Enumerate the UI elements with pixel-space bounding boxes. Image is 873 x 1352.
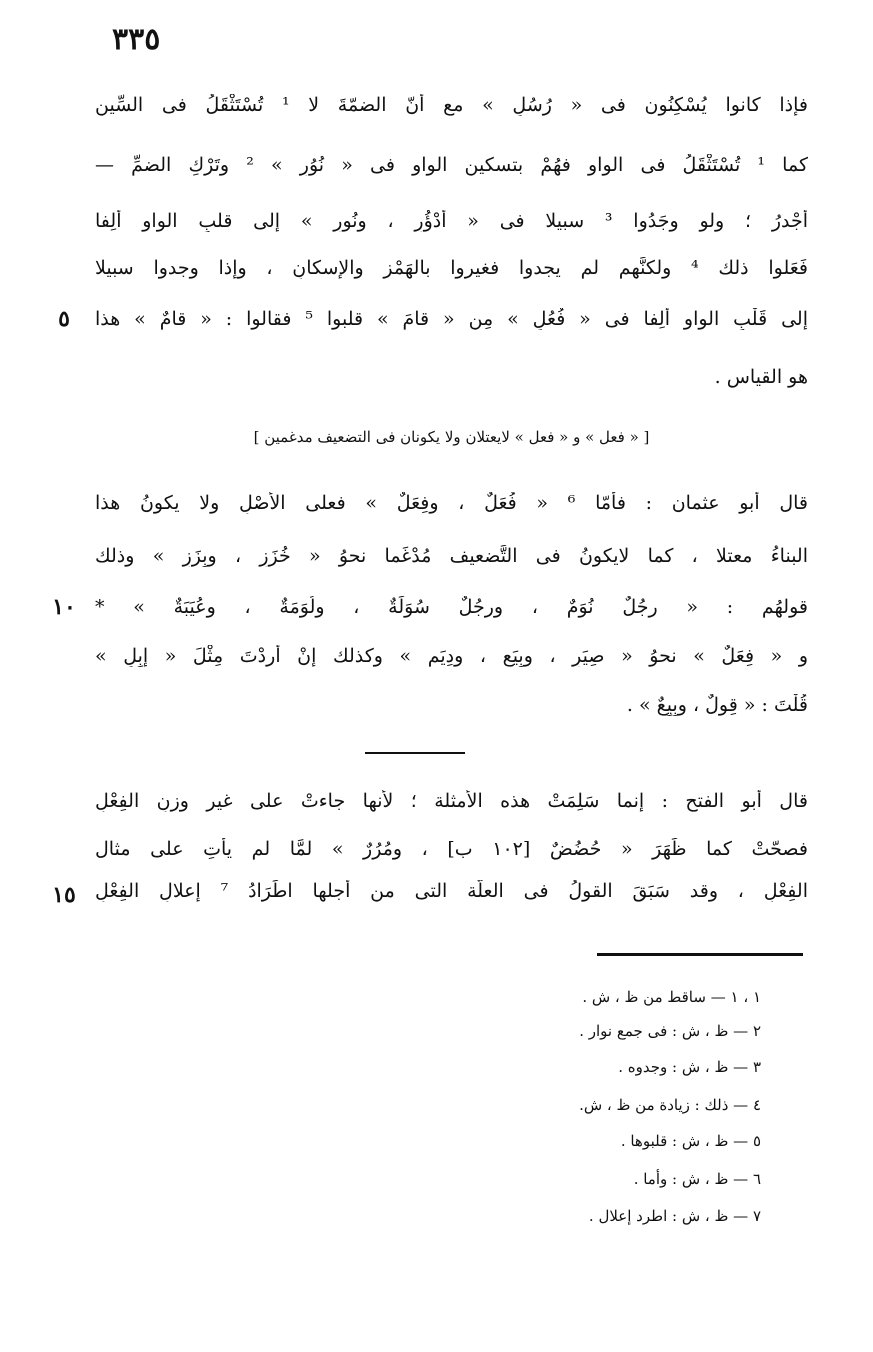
text-line: أجْدرُ ؛ ولو وجَدُوا ³ سبيلا فى « أدْؤُرٍ ، ونُورٍ » إلى قلبِ الواو ألِفا	[95, 210, 808, 232]
text-line: البناءُ معتلا ، كما لايكونُ فى التَّضعيف مُدْغَما نحوُ « خُزَزٍ ، وبِزَزٍ » وذلك	[95, 545, 808, 567]
footnote-item: ٧ — ظ ، ش : اطرد إعلال .	[588, 1207, 761, 1225]
text-line: كما ¹ تُسْتَثْقَلُ فى الواو فهُمْ بتسكينِ الواوِ فى « نُوُرٍ » ² وتَرْكِ الضمِّ —	[95, 154, 808, 176]
line-number-5: ٥	[58, 306, 70, 332]
text-line: قولهُم : « رجُلٌ نُوَمٌ ، ورجُلٌ سُوَلَةٌ ، ولُوَمَةٌ ، وعُيَبَةٌ » *	[95, 596, 808, 618]
text-line: فَعَلوا ذلك ⁴ ولكنَّهم لم يجدوا فغيروا بالهَمْزِ والإسكانِ ، وإذا وجدوا سبيلا	[95, 257, 808, 279]
text-line: الفِعْلِ ، وقد سَبَقَ القولُ فى العلّة التى من أجلها اطِّرَادُ ⁷ إعلالِ الفِعْلِ	[95, 880, 808, 902]
footnote-item: ٤ — ذلك : زيادة من ظ ، ش.	[579, 1096, 761, 1114]
text-line: قال أبو عثمان : فأمّا ⁶ « فُعَلٌ ، وفِعَلٌ » فعلى الأصْلِ ولا يكونُ هذا	[95, 492, 808, 514]
section-separator	[365, 752, 465, 754]
text-line: فإذا كانوا يُسْكِنُون فى « رُسُلٍ » مع أنّ الضمّةَ لا ¹ تُسْتَثْقَلُ فى السِّين	[95, 94, 808, 116]
text-line: و « فِعَلٌ » نحوُ « صِيَرٍ ، وبِيَعٍ ، ودِيَمٍ » وكذلك إنْ أردْتَ مِثْلَ « إبِلٍ »	[95, 645, 808, 667]
footnote-item: ١ ، ١ — ساقط من ظ ، ش .	[582, 988, 761, 1006]
text-line: قُلْتَ : « قِوِلٌ ، وبِيِعٌ » .	[626, 694, 808, 716]
footnote-item: ٣ — ظ ، ش : وجدوه .	[618, 1058, 761, 1076]
section-heading: [ « فعل » و « فعل » لايعتلان ولا يكونان فى التضعيف مدغمين ]	[253, 428, 650, 446]
footnote-item: ٦ — ظ ، ش : وأما .	[633, 1170, 761, 1188]
text-line: فصحّتْ كما ظَهَرَ « حُضُضٌ [١٠٢ ب] ، ومُرُرٌ » لمَّا لم يأتِ على مثال	[95, 838, 808, 860]
text-line: قال أبو الفتح : إنما سَلِمَتْ هذه الأمثلة ؛ لأنها جاءتْ على غير وزنِ الفِعْلِ	[95, 790, 808, 812]
line-number-10: ١٠	[52, 594, 76, 620]
footnote-rule	[597, 953, 803, 956]
footnote-item: ٢ — ظ ، ش : فى جمع نوار .	[579, 1022, 761, 1040]
text-line: هو القياس .	[714, 366, 808, 388]
footnote-item: ٥ — ظ ، ش : قلبوها .	[620, 1132, 761, 1150]
text-line: إلى قَلْبِ الواوِ ألِفا فى « فُعُلٍ » مِن « قامَ » قلبوا ⁵ فقالوا : « قامٌ » هذا	[95, 308, 808, 330]
page-number: ٣٣٥	[112, 22, 161, 57]
line-number-15: ١٥	[52, 882, 76, 908]
